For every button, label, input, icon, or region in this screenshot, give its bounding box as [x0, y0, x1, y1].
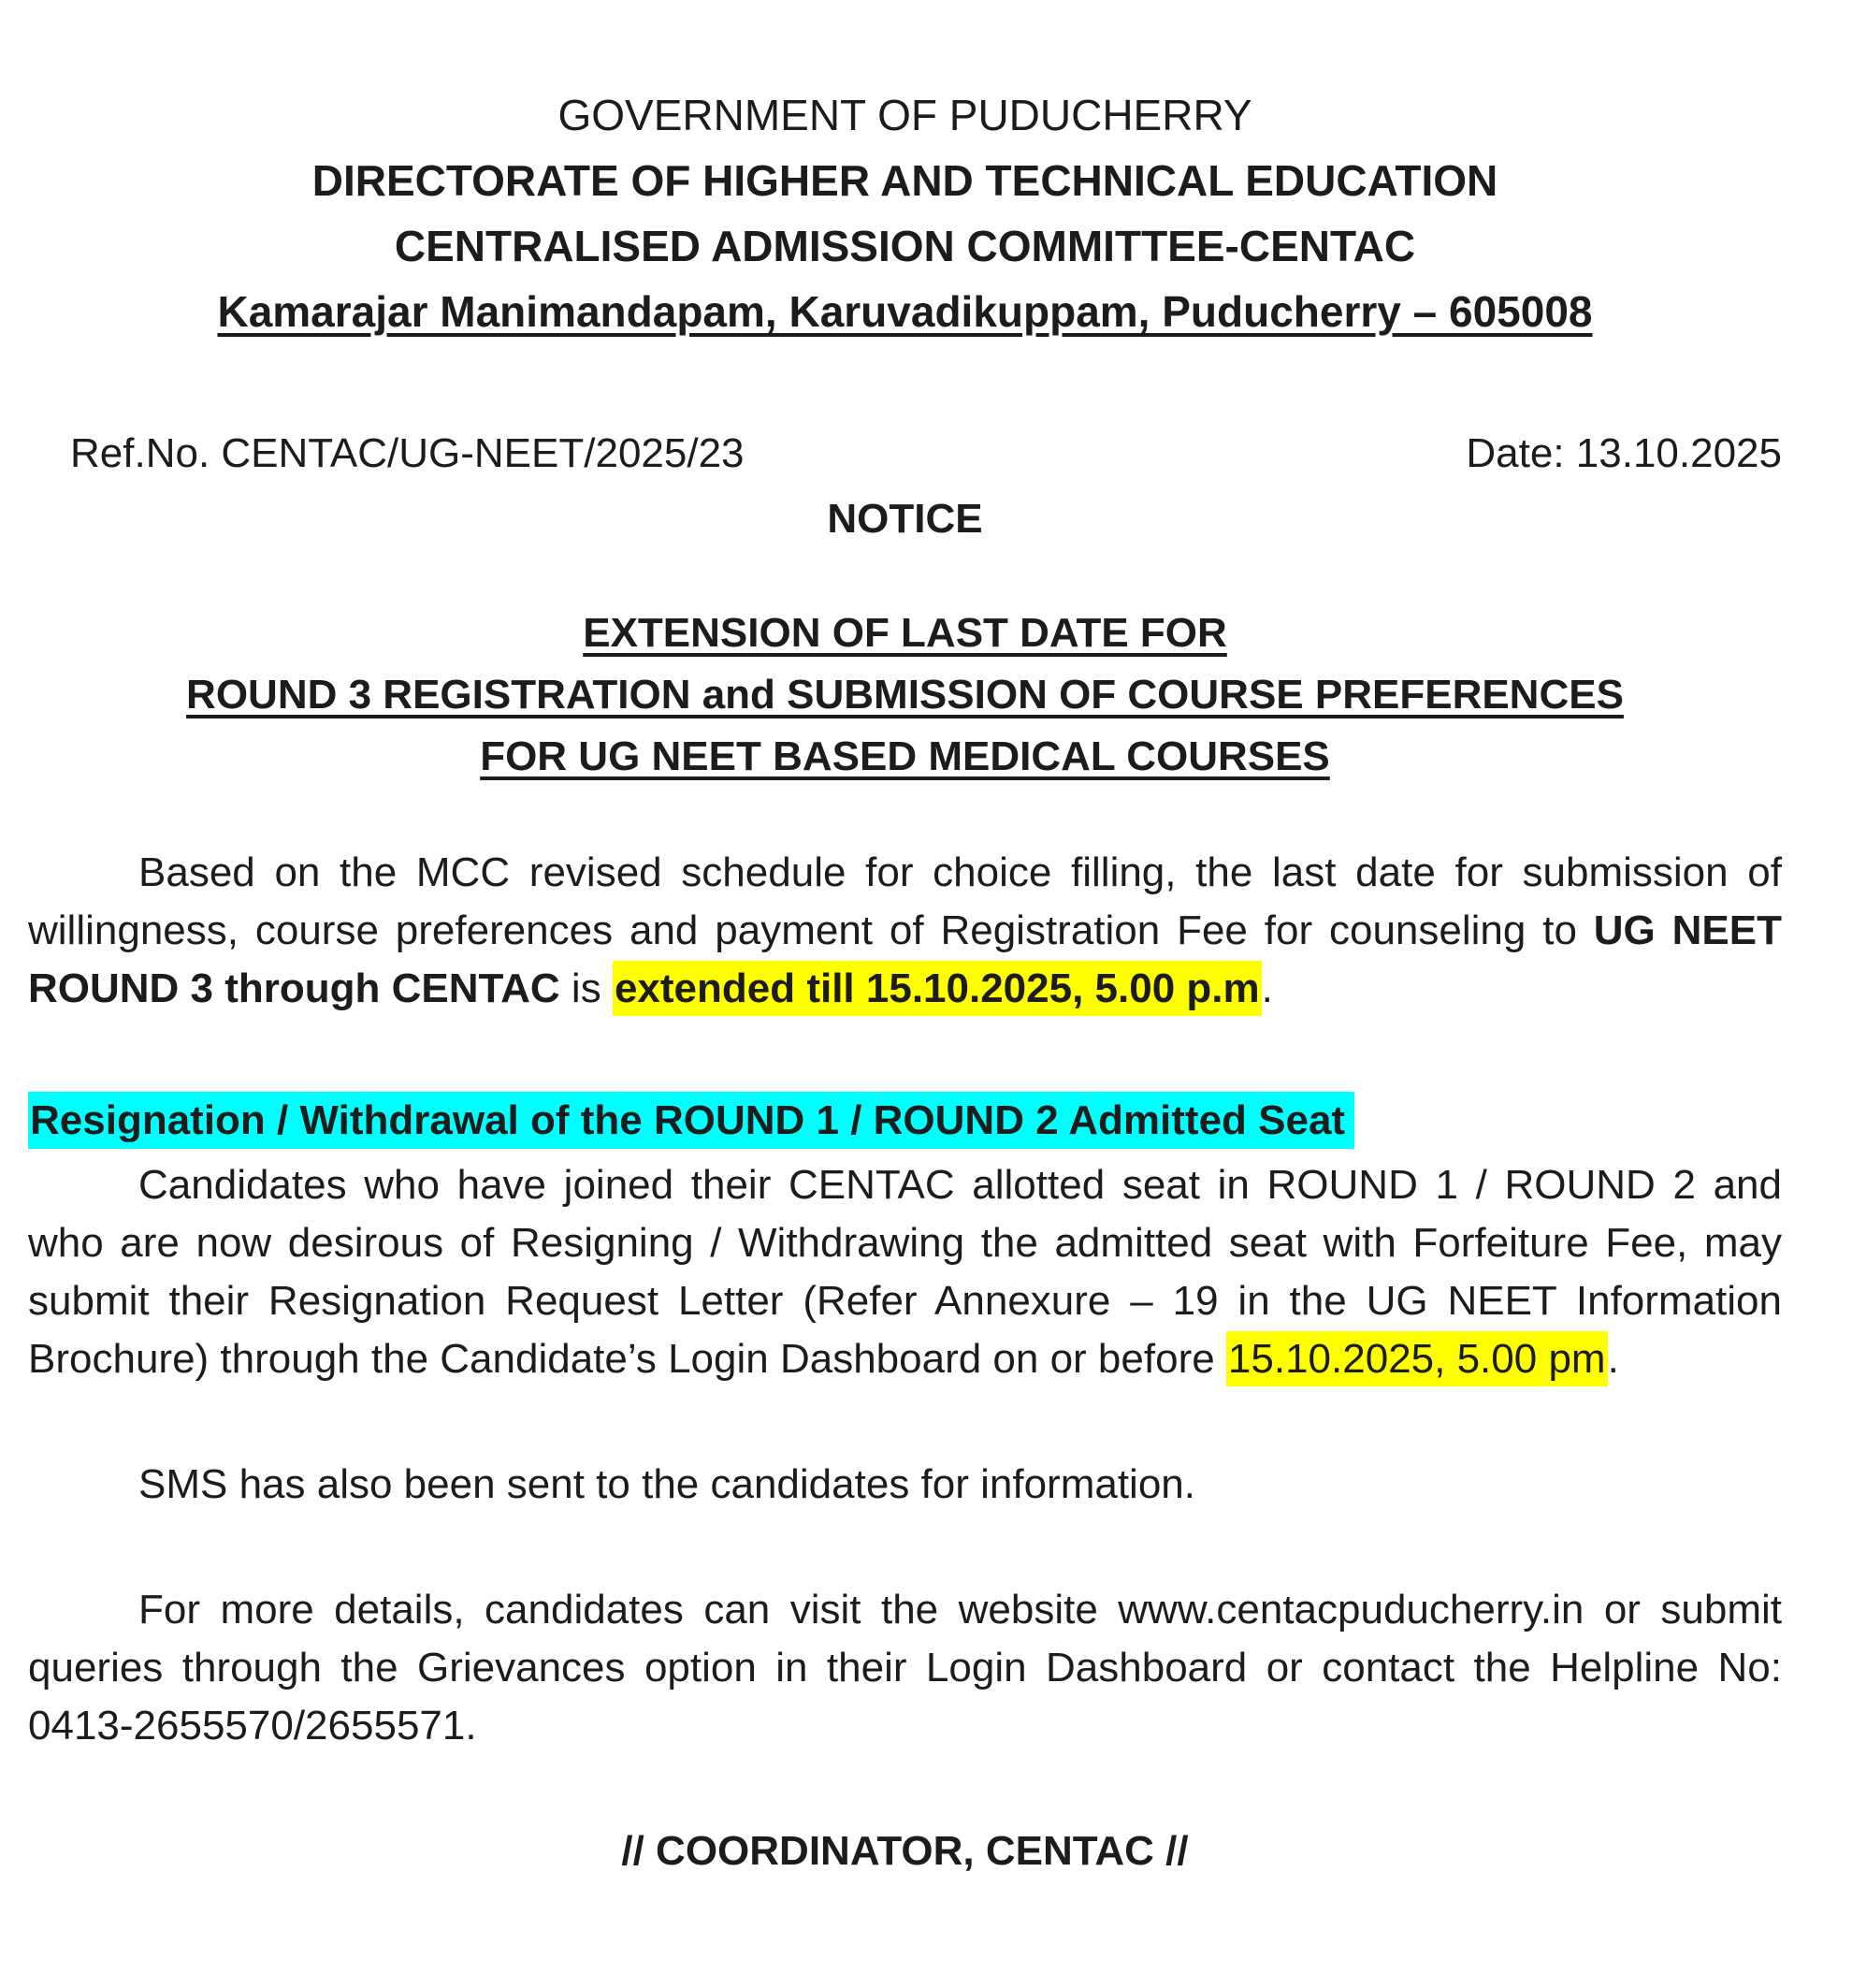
paragraph-resignation-period: .: [1607, 1336, 1619, 1382]
extended-deadline-highlight: extended till 15.10.2025, 5.00 p.m: [613, 961, 1262, 1016]
subject-line-2-text: ROUND 3 REGISTRATION and SUBMISSION OF COURSE PREFERENCES: [186, 672, 1624, 718]
subject-block: [28, 602, 1782, 788]
org-committee-line: CENTRALISED ADMISSION COMMITTEE-CENTAC: [394, 222, 1416, 270]
resignation-heading-highlight: Resignation / Withdrawal of the ROUND 1 / ROUND 2 Admitted Seat: [28, 1092, 1354, 1149]
subject-line-1-text: EXTENSION OF LAST DATE FOR: [583, 610, 1227, 656]
resignation-deadline-highlight: 15.10.2025, 5.00 pm: [1226, 1331, 1608, 1386]
subject-line-3-text: FOR UG NEET BASED MEDICAL COURSES: [480, 733, 1330, 779]
reference-number: Ref.No. CENTAC/UG-NEET/2025/23: [70, 430, 745, 476]
notice-label: NOTICE: [827, 496, 983, 542]
paragraph-extension-text: Based on the MCC revised schedule for choice filling, the last date for submission of willingness, course preferences and payment of Registration Fee for counseling to: [28, 849, 1782, 953]
paragraph-resignation-text: Candidates who have joined their CENTAC allotted seat in ROUND 1 / ROUND 2 and who are now desirous of Resigning / Withdrawing the admitted seat with Forfeiture Fee, may submit their Resignation Request Letter (Refer Annexure – 19 in the UG NEET Information Brochure) through the Candidate’s Login Dashboard on or before: [28, 1162, 1782, 1382]
paragraph-extension-bold-course: UG NEET ROUND 3 through CENTAC: [28, 907, 1782, 1011]
org-directorate-line: DIRECTORATE OF HIGHER AND TECHNICAL EDUCATION: [311, 156, 1498, 205]
paragraph-sms: SMS has also been sent to the candidates for information.: [138, 1461, 1195, 1507]
org-government-line: GOVERNMENT OF PUDUCHERRY: [557, 91, 1252, 139]
subject-line-1: [28, 602, 1782, 664]
reference-row: [28, 425, 1782, 483]
paragraph-resignation: [28, 1156, 1782, 1388]
notice-date: Date: 13.10.2025: [1466, 430, 1782, 476]
signature-coordinator: // COORDINATOR, CENTAC //: [621, 1828, 1189, 1874]
org-address-text: Kamarajar Manimandapam, Karuvadikuppam, Puducherry – 605008: [217, 287, 1593, 336]
paragraph-extension: [28, 844, 1782, 1018]
paragraph-extension-text-2: is: [559, 965, 613, 1011]
paragraph-extension-period: .: [1261, 965, 1273, 1011]
letterhead: [28, 82, 1782, 344]
resignation-section-heading: [28, 1085, 1782, 1156]
org-address-line: [28, 279, 1782, 344]
subject-line-2: [28, 664, 1782, 726]
subject-line-3: [28, 726, 1782, 788]
paragraph-more-details: For more details, candidates can visit the website www.centacpuducherry.in or submit queries through the Grievances option in their Login Dashboard or contact the Helpline No: 0413-2655570/2655571.: [28, 1587, 1782, 1749]
